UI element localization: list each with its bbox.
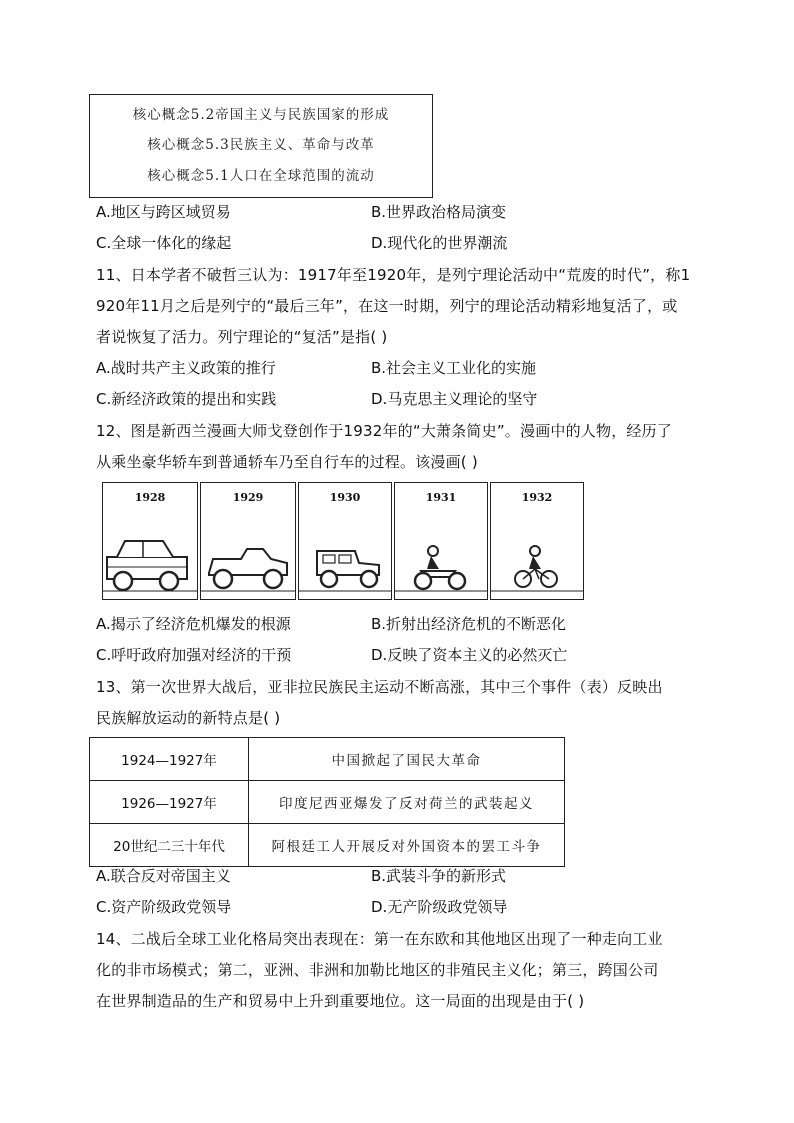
q13-option-b: B.武装斗争的新形式 (371, 867, 507, 885)
q12-line-1: 12、图是新西兰漫画大师戈登创作于1932年的“大萧条简史”。漫画中的人物，经历了 (96, 422, 673, 440)
q12-option-a: A.揭示了经济危机爆发的根源 (96, 615, 291, 633)
concept-line-3: 核心概念5.1人口在全球范围的流动 (147, 168, 375, 184)
q10-option-a: A.地区与跨区域贸易 (96, 203, 231, 221)
panel-year: 1931 (425, 491, 457, 504)
table-cell-event: 中国掀起了国民大革命 (249, 738, 565, 781)
q13-line-2: 民族解放运动的新特点是( ) (96, 709, 281, 727)
q11-option-b: B.社会主义工业化的实施 (371, 359, 537, 377)
concept-line-2: 核心概念5.3民族主义、革命与改革 (147, 137, 375, 153)
q14-line-3: 在世界制造品的生产和贸易中上升到重要地位。这一局面的出现是由于( ) (96, 992, 585, 1010)
concept-box (89, 94, 433, 198)
q11-option-c: C.新经济政策的提出和实践 (96, 390, 277, 408)
bicycle-drawing (491, 529, 583, 599)
q11-line-3: 者说恢复了活力。列宁理论的“复活”是指( ) (96, 328, 388, 346)
cartoon-panel-1930 (298, 482, 392, 600)
panel-year: 1929 (232, 491, 264, 504)
cartoon-panel-1928 (102, 482, 198, 600)
cartoon-panel-1931 (394, 482, 488, 600)
q13-line-1: 13、第一次世界大战后，亚非拉民族民主运动不断高涨，其中三个事件（表）反映出 (96, 678, 663, 696)
q11-option-d: D.马克思主义理论的坚守 (371, 390, 538, 408)
table-cell-period: 20世纪二三十年代 (90, 824, 249, 867)
panel-year: 1930 (329, 491, 361, 504)
q13-option-a: A.联合反对帝国主义 (96, 867, 231, 885)
q12-option-d: D.反映了资本主义的必然灭亡 (371, 646, 568, 664)
panel-year: 1932 (521, 491, 553, 504)
cartoon-panel-1929 (200, 482, 296, 600)
concept-line-1: 核心概念5.2帝国主义与民族国家的形成 (132, 107, 390, 123)
cartoon-panel-1932 (490, 482, 584, 600)
q11-line-2: 920年11月之后是列宁的“最后三年”，在这一时期，列宁的理论活动精彩地复活了，或 (96, 297, 678, 315)
q12-option-b: B.折射出经济危机的不断恶化 (371, 615, 567, 633)
table-cell-period: 1924—1927年 (90, 738, 249, 781)
table-cell-period: 1926—1927年 (90, 781, 249, 824)
q11-option-a: A.战时共产主义政策的推行 (96, 359, 276, 377)
table-row (90, 738, 565, 781)
table-row (90, 781, 565, 824)
q10-option-d: D.现代化的世界潮流 (371, 234, 508, 252)
q13-option-d: D.无产阶级政党领导 (371, 898, 508, 916)
q12-line-2: 从乘坐豪华轿车到普通轿车乃至自行车的过程。该漫画( ) (96, 453, 478, 471)
q10-option-c: C.全球一体化的缘起 (96, 234, 232, 252)
small-car-drawing (299, 529, 391, 599)
q11-line-1: 11、日本学者不破哲三认为：1917年至1920年，是列宁理论活动中“荒废的时代”，称1 (96, 266, 691, 284)
table-row (90, 824, 565, 867)
table-cell-event: 阿根廷工人开展反对外国资本的罢工斗争 (249, 824, 565, 867)
q14-line-1: 14、二战后全球工业化格局突出表现在：第一在东欧和其他地区出现了一种走向工业 (96, 930, 663, 948)
q14-line-2: 化的非市场模式；第二，亚洲、非洲和加勒比地区的非殖民主义化；第三，跨国公司 (96, 961, 659, 979)
q10-option-b: B.世界政治格局演变 (371, 203, 507, 221)
table-cell-event: 印度尼西亚爆发了反对荷兰的武装起义 (249, 781, 565, 824)
q13-option-c: C.资产阶级政党领导 (96, 898, 232, 916)
panel-year: 1928 (134, 491, 166, 504)
limousine-drawing (103, 529, 197, 599)
touring-car-drawing (201, 529, 295, 599)
motorcycle-drawing (395, 529, 487, 599)
events-table (89, 737, 565, 867)
q12-option-c: C.呼吁政府加强对经济的干预 (96, 646, 292, 664)
